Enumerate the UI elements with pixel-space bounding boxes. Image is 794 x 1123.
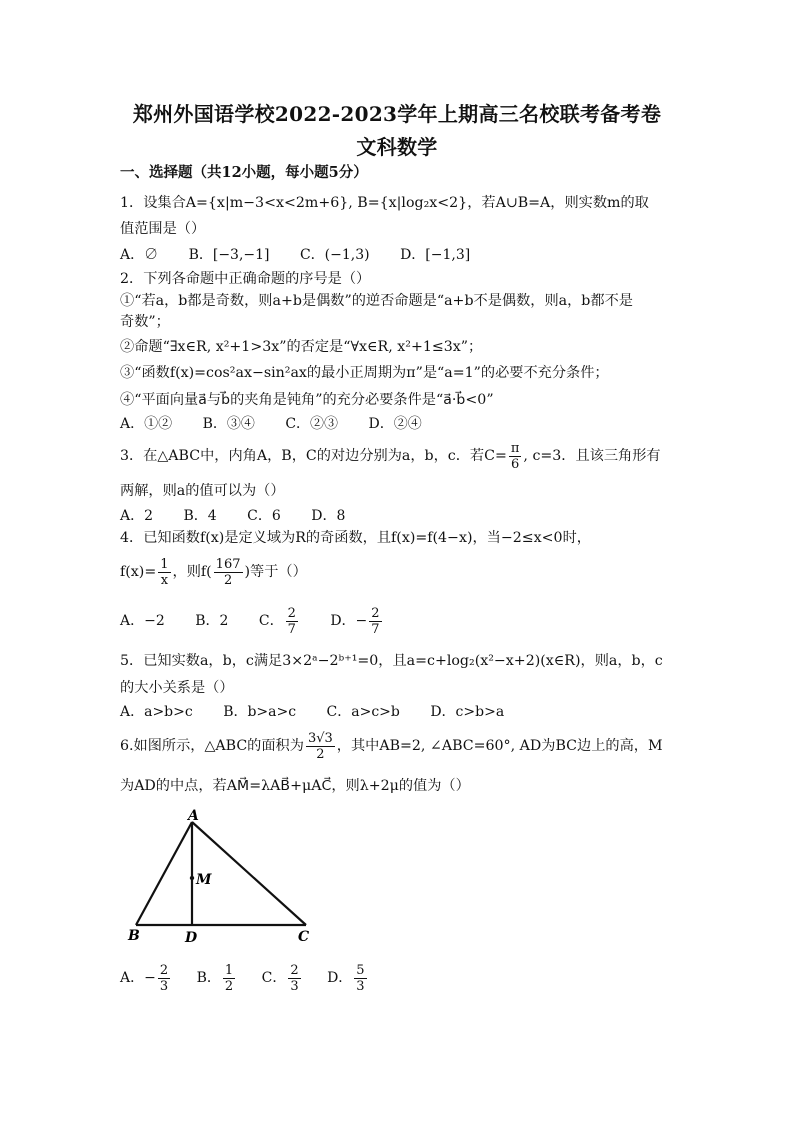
q4-stem-line2 xyxy=(120,553,680,591)
q2-option-d: D．②④ xyxy=(368,416,422,432)
q6-text-b: ，其中AB=2, ∠ABC=60°, AD为BC边上的高，M xyxy=(336,738,663,754)
q2-option-c: C．②③ xyxy=(285,416,339,432)
q1-stem-line2: 值范围是（） xyxy=(120,221,206,237)
q3-options xyxy=(120,505,371,525)
q5-option-b: B．b>a>c xyxy=(223,704,297,720)
q4-option-b: B．2 xyxy=(195,613,229,629)
q5-option-d: D．c>b>a xyxy=(430,704,505,720)
q2-item1-line2: 奇数”； xyxy=(120,314,170,330)
q3-text-b: , c=3．且该三角形有 xyxy=(523,448,661,464)
q3-text-a: 3．在△ABC中，内角A，B，C的对边分别为a，b，c．若C= xyxy=(120,448,507,464)
q5-option-c: C．a>c>b xyxy=(326,704,400,720)
q3-stem-line1 xyxy=(120,439,680,473)
section-heading: 一、选择题（共12小题，每小题5分） xyxy=(120,164,368,181)
q4-fraction-2: $\frac{167}{2}$ xyxy=(215,556,241,588)
exam-title: 郑州外国语学校2022-2023学年上期高三名校联考备考卷 xyxy=(132,102,662,126)
q1-options xyxy=(120,244,496,264)
side-ab xyxy=(136,822,192,925)
label-c: C xyxy=(298,929,310,945)
q4-text-c: )等于（） xyxy=(244,564,307,580)
q3-fraction: $\frac{\pi}{6}$ xyxy=(510,440,520,472)
q2-options xyxy=(120,413,448,433)
q4-options xyxy=(120,604,410,638)
q5-stem-line2: 的大小关系是（） xyxy=(120,680,234,696)
q4-option-c: C． $\frac{2}{7}$ xyxy=(258,605,296,637)
q3-option-b: B．4 xyxy=(183,508,217,524)
q2-item3: ③“函数f(x)=cos²ax−sin²ax的最小正周期为π”是“a=1”的必要不充分条件； xyxy=(120,365,609,381)
q1-option-d: D．[−1,3] xyxy=(400,247,471,263)
q6-stem-line1 xyxy=(120,727,680,765)
triangle-figure xyxy=(124,808,324,952)
q6-stem-line2: 为AD的中点，若AM⃗=λAB⃗+μAC⃗，则λ+2μ的值为（） xyxy=(120,778,470,794)
q6-options xyxy=(120,960,395,996)
q4-fraction-1: $\frac{1}{x}$ xyxy=(160,556,169,588)
q5-option-a: A．a>b>c xyxy=(120,704,193,720)
q3-option-a: A．2 xyxy=(120,508,154,524)
label-b: B xyxy=(128,928,140,944)
exam-subtitle: 文科数学 xyxy=(356,135,438,159)
q6-text-a: 6.如图所示，△ABC的面积为 xyxy=(120,738,304,754)
q2-item4: ④“平面向量a⃗与b⃗的夹角是钝角”的充分必要条件是“a⃗·b⃗<0” xyxy=(120,392,494,408)
q3-option-c: C．6 xyxy=(247,508,281,524)
q4-text-b: ，则f( xyxy=(172,564,212,580)
label-m: M xyxy=(196,872,212,888)
q6-option-c: C． $\frac{2}{3}$ xyxy=(261,962,299,994)
q3-option-d: D．8 xyxy=(311,508,346,524)
q4-stem-line1: 4．已知函数f(x)是定义域为R的奇函数，且f(x)=f(4−x)，当−2≤x<0时， xyxy=(120,530,591,546)
q4-text-a: f(x)= xyxy=(120,564,157,580)
q2-stem: 2．下列各命题中正确命题的序号是（） xyxy=(120,271,371,287)
label-d: D xyxy=(185,930,198,946)
q1-option-a: A．∅ xyxy=(120,247,159,263)
q1-option-c: C．(−1,3) xyxy=(299,247,370,263)
q2-item2: ②命题“∃x∈R, x²+1>3x”的否定是“∀x∈R, x²+1≤3x”； xyxy=(120,339,483,355)
q2-item1-line1: ①“若a，b都是奇数，则a+b是偶数”的逆否命题是“a+b不是偶数，则a，b都不是 xyxy=(120,293,633,309)
q4-option-a: A．−2 xyxy=(120,613,165,629)
label-a: A xyxy=(188,808,199,824)
q3-stem-line2: 两解，则a的值可以为（） xyxy=(120,483,285,499)
q6-option-b: B． $\frac{1}{2}$ xyxy=(196,962,234,994)
q2-option-b: B．③④ xyxy=(202,416,255,432)
q4-option-d: D．− $\frac{2}{7}$ xyxy=(330,605,380,637)
q5-stem-line1: 5．已知实数a，b，c满足3×2ᵃ−2ᵇ⁺¹=0，且a=c+log₂(x²−x+2)(x∈R)，则a，b，c xyxy=(120,653,663,669)
q5-options xyxy=(120,701,530,721)
q2-option-a: A．①② xyxy=(120,416,173,432)
q6-option-a: A．− $\frac{2}{3}$ xyxy=(120,962,169,994)
q6-option-d: D． $\frac{5}{3}$ xyxy=(327,962,365,994)
midpoint-m-dot xyxy=(190,876,194,880)
q6-fraction: $\frac{3√3}{2}$ xyxy=(307,730,333,762)
q1-option-b: B．[−3,−1] xyxy=(188,247,270,263)
triangle-diagram xyxy=(124,808,324,948)
q1-stem-line1: 1．设集合A={x|m−3<x<2m+6}, B={x|log₂x<2}，若A∪B=A，则实数m的取 xyxy=(120,195,649,211)
